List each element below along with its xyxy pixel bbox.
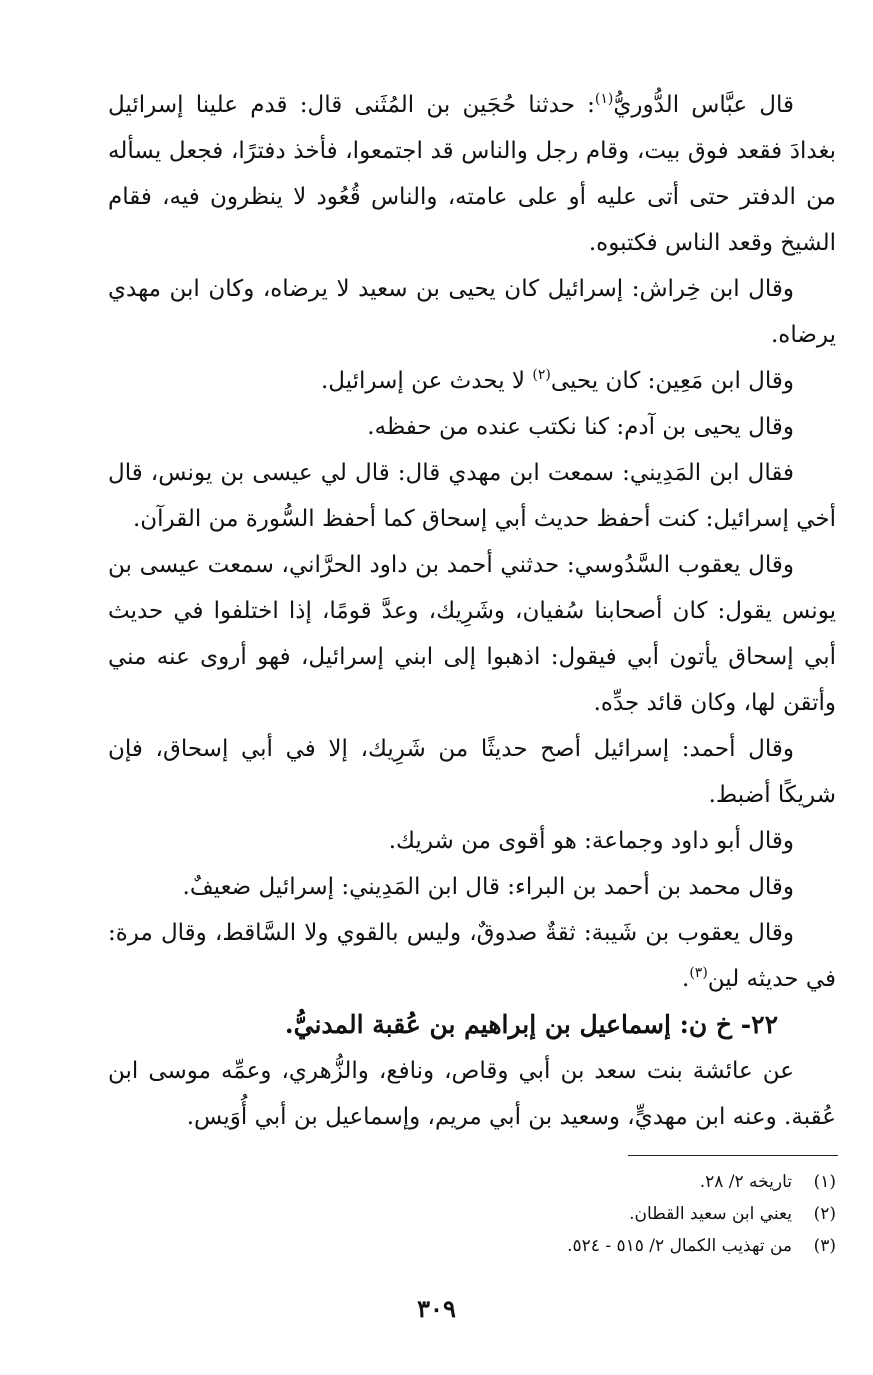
paragraph	[108, 450, 836, 542]
entry-heading	[108, 1002, 836, 1048]
paragraph-text: وقال ابن خِراش: إسرائيل كان يحيى بن سعيد لا يرضاه، وكان ابن مهدي يرضاه.	[108, 276, 836, 348]
paragraph	[108, 726, 836, 818]
footnote-marker: (٣)	[689, 965, 708, 981]
paragraph	[108, 818, 836, 864]
paragraph-text: وقال يعقوب بن شَيبة: ثقةٌ صدوقٌ، وليس بالقوي ولا السَّاقط، وقال مرة: في حديثه لين	[108, 920, 836, 992]
paragraph-text: وقال محمد بن أحمد بن البراء: قال ابن المَدِيني: إسرائيل ضعيفٌ.	[182, 874, 794, 900]
paragraph-text: .	[682, 966, 690, 992]
paragraph	[108, 404, 836, 450]
paragraph-text: وقال أبو داود وجماعة: هو أقوى من شريك.	[388, 828, 794, 854]
footnote-marker: (١)	[594, 91, 614, 107]
footnote-number: (٣)	[813, 1236, 836, 1256]
footnote-number: (١)	[813, 1172, 836, 1192]
paragraph-text: فقال ابن المَدِيني: سمعت ابن مهدي قال: قال لي عيسى بن يونس، قال أخي إسرائيل: كنت أحفظ حديث أبي إسحاق كما أحفظ السُّورة من القرآن.	[108, 460, 836, 532]
footnote-number: (٢)	[813, 1204, 836, 1224]
paragraph-text: وقال ابن مَعِين: كان يحيى	[550, 368, 794, 394]
paragraph-text: وقال أحمد: إسرائيل أصح حديثًا من شَرِيك، إلا في أبي إسحاق، فإن شريكًا أضبط.	[108, 736, 836, 808]
footnote	[108, 1166, 836, 1198]
footnote-text: يعني ابن سعيد القطان.	[629, 1204, 792, 1224]
paragraph-text: وقال يعقوب السَّدُوسي: حدثني أحمد بن داود الحرَّاني، سمعت عيسى بن يونس يقول: كان أصحابنا سُفيان، وشَرِيك، وعدَّ قومًا، إذا اختلفوا في حديث أبي إسحاق يأتون أبي فيقول: اذهبوا إلى ابني إسرائيل، فهو أروى عنه مني وأتقن لها، وكان قائد جدِّه.	[108, 552, 836, 716]
paragraph	[108, 542, 836, 726]
paragraph	[108, 266, 836, 358]
paragraph-text: ٢٢- خ ن: إسماعيل بن إبراهيم بن عُقبة المدنيُّ.	[284, 1010, 778, 1039]
footnote-text: من تهذيب الكمال ٢/ ٥١٥ - ٥٢٤.	[567, 1236, 792, 1256]
footnote	[108, 1230, 836, 1262]
paragraph-text: عن عائشة بنت سعد بن أبي وقاص، ونافع، والزُّهري، وعمِّه موسى ابن عُقبة. وعنه ابن مهديٍّ، وسعيد بن أبي مريم، وإسماعيل بن أبي أُوَيس.	[108, 1058, 836, 1130]
paragraph	[108, 864, 836, 910]
paragraph-text: : حدثنا حُجَين بن المُثَنى قال: قدم علينا إسرائيل بغدادَ فقعد فوق بيت، وقام رجل والناس قد اجتمعوا، فأخذ دفترًا، فجعل يسأله من الدفتر حتى أتى عليه أو على عامته، والناس قُعُود لا ينظرون فيه، فقام الشيخ وقعد الناس فكتبوه.	[108, 92, 836, 256]
paragraph	[108, 1048, 836, 1140]
footnotes	[108, 1166, 836, 1262]
footnote	[108, 1198, 836, 1230]
paragraph-text: لا يحدث عن إسرائيل.	[320, 368, 533, 394]
footnote-text: تاريخه ٢/ ٢٨.	[699, 1172, 792, 1192]
main-text	[108, 82, 836, 1140]
paragraph	[108, 358, 836, 404]
paragraph	[108, 910, 836, 1002]
footnote-separator	[628, 1155, 838, 1156]
footnote-marker: (٢)	[532, 367, 551, 383]
page-number: ٣٠٩	[417, 1294, 456, 1323]
paragraph-text: وقال يحيى بن آدم: كنا نكتب عنده من حفظه.	[367, 414, 794, 440]
paragraph	[108, 82, 836, 266]
paragraph-text: قال عبَّاس الدُّوريُّ	[613, 92, 795, 118]
